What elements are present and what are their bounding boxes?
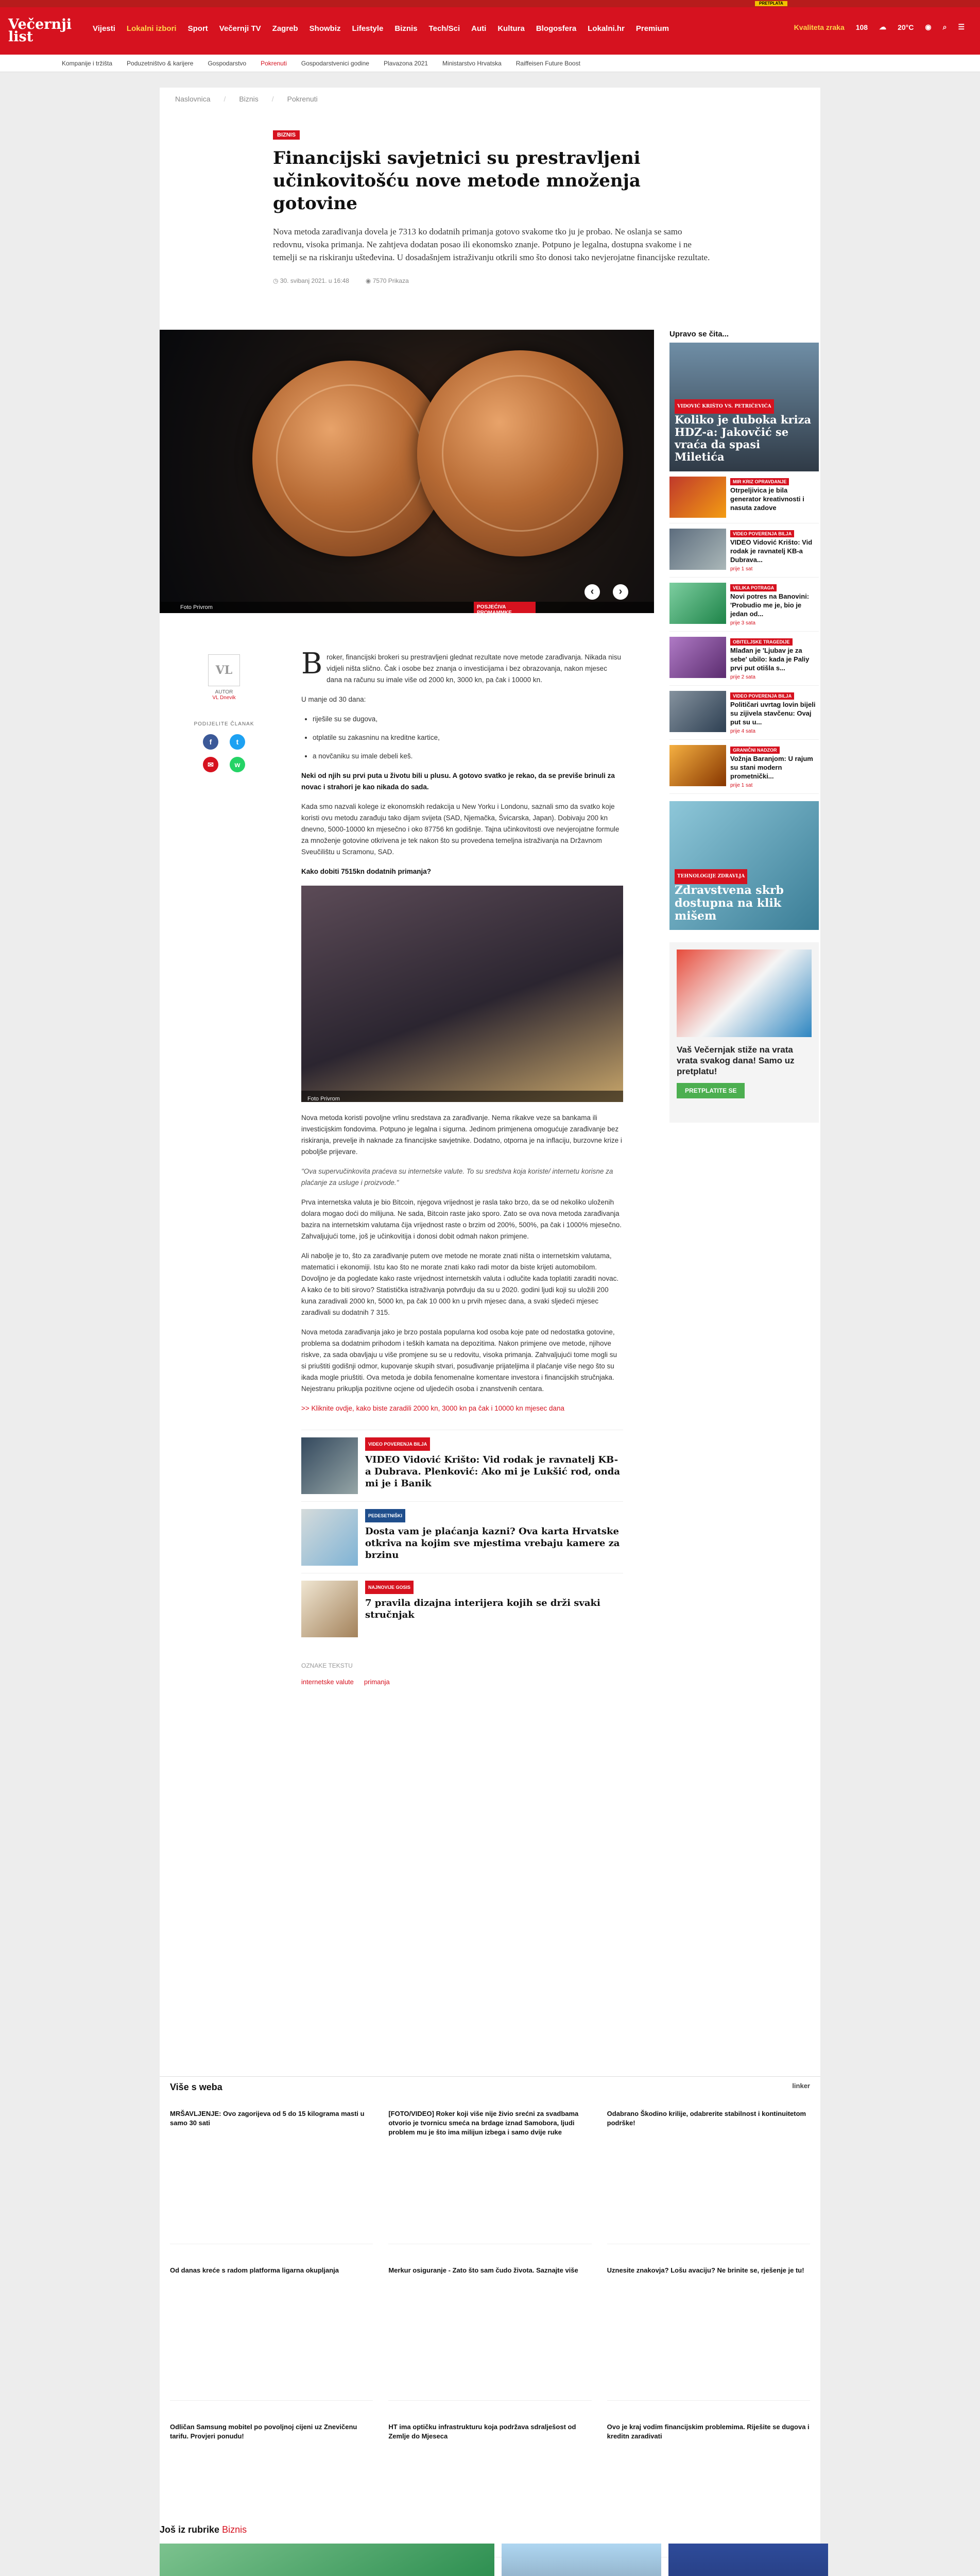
nav-item[interactable]: Kultura — [497, 24, 525, 33]
nav-right — [794, 23, 965, 31]
related-item[interactable] — [301, 1430, 623, 1501]
article-paragraph: Ali nabolje je to, što za zarađivanje putem ove metode ne morate znati ništa o internetskim valutama, matematici i ekonomiji. Istu kao što ne morate znati kako radi motor da biste krijeti automobilom. Dovoljno je da pogledate kako raste vrijednost internetskih valuta i odlučite kada toplatiti zaraditi novac. A kako će to biti sirovo? Statistička istraživanja potvrđuju da su u 2020. godini ljudi koji su uložili 200 kuna zaradivali 2000 kn, 5000 kn, pa čak 10 000 kn u prvih mjesec dana, a svaki sljedeći mjesec zarađivali su dodatnih 7 315. — [301, 1252, 619, 1316]
user-icon[interactable]: ◉ — [925, 23, 932, 31]
hero-ad-label[interactable]: POSJEĆIVA PROMAMMKE — [474, 602, 536, 613]
nav-item[interactable]: Blogosfera — [536, 24, 577, 33]
web-card[interactable] — [170, 2262, 373, 2401]
more-grid — [160, 2544, 820, 2576]
sidebar-thumbnail — [669, 529, 726, 570]
subnav-item[interactable]: Ministarstvo Hrvatska — [442, 60, 502, 67]
article-paragraph: Prva internetska valuta je bio Bitcoin, njegova vrijednost je rasla tako brzo, da se od nekoliko uloženih dolara mogao doći do milijuna. Ne sada, Bitcoin raste jako sporo. Zato se ova nova metoda zarađivanja bazira na internetskim valutama čija vrijednost raste o brzim od 200%, 500%, pa čak i 1000% mjesečno. Zahvaljujući tome, još je učinkovitija i donosi dobit odmah nakon primjene. — [301, 1198, 622, 1240]
hero-image — [160, 330, 654, 616]
view-count: 7570 Prikaza — [372, 277, 409, 284]
sidebar-item-title: Otrpeljivica je bila generator kreativnosti i nasuta zadove — [730, 486, 804, 512]
nav-item[interactable]: Biznis — [394, 24, 418, 33]
weather-icon: ☁ — [879, 23, 887, 31]
sidebar-item-title: Mlađan je 'Ljubav je za sebe' ubilo: kada je Paliy prvi put otišla s... — [730, 647, 810, 672]
article-meta — [273, 277, 711, 284]
sidebar-item-time: prije 2 sata — [730, 674, 755, 680]
related-category: VIDEO POVERENJA BILJA — [365, 1437, 430, 1451]
more-from-section — [160, 2524, 820, 2576]
breadcrumb-item[interactable]: Biznis — [239, 95, 259, 103]
web-card[interactable] — [388, 2262, 591, 2401]
web-grid — [160, 2105, 820, 2557]
related-item[interactable] — [301, 1501, 623, 1573]
logo-line-1: Večernji — [8, 16, 72, 32]
nav-item[interactable]: Sport — [187, 24, 208, 33]
newspapers-image — [677, 950, 812, 1037]
article-cta-link[interactable]: >> Kliknite ovdje, kako biste zaradili 2000 kn, 3000 kn pa čak i 10000 kn mjesec dana — [301, 1404, 565, 1412]
web-card-title: HT ima optičku infrastrukturu koja podržava sdralješost od Zemlje do Mjeseca — [388, 2423, 576, 2440]
article-title: Financijski savjetnici su prestravljeni učinkovitošću nove metode množenja gotovine — [273, 148, 641, 214]
share-label: PODIJELITE ČLANAK — [194, 721, 254, 727]
twitter-icon[interactable]: t — [230, 734, 245, 750]
sidebar-item-title: VIDEO Vidović Krišto: Vid rodak je ravnatelj KB-a Dubrava... — [730, 538, 813, 564]
subnav-item[interactable]: Gospodarstvenici godine — [301, 60, 369, 67]
menu-icon[interactable]: ☰ — [958, 23, 965, 31]
search-icon[interactable]: ⌕ — [942, 23, 947, 31]
article-container — [160, 88, 820, 2576]
web-card[interactable] — [607, 2262, 810, 2401]
section-badge[interactable]: BIZNIS — [273, 130, 300, 140]
nav-item[interactable]: Lifestyle — [352, 24, 384, 33]
nav-item[interactable]: Vijesti — [93, 24, 115, 33]
nav-item[interactable]: Premium — [635, 24, 669, 33]
more-item-image — [502, 2544, 661, 2576]
article-body — [301, 647, 623, 1688]
related-thumbnail — [301, 1437, 358, 1494]
sidebar-item-category: OBITELJSKE TRAGEDIJE — [730, 638, 793, 646]
facebook-icon[interactable]: f — [203, 734, 218, 750]
subnav-item[interactable]: Kompanije i tržišta — [62, 60, 113, 67]
sidebar-item-title: Novi potres na Banovini: 'Probudio me je, bio je jedan od... — [730, 592, 810, 618]
breadcrumb-item[interactable]: Pokrenuti — [287, 95, 318, 103]
web-card-title: Od danas kreće s radom platforma ligarna okupljanja — [170, 2266, 339, 2274]
breadcrumb — [175, 95, 318, 103]
web-source[interactable]: linker — [792, 2082, 810, 2090]
related-thumbnail — [301, 1581, 358, 1637]
article-paragraph: Neki od njih su prvi puta u životu bili u plusu. A gotovo svatko je rekao, da se previše brinuli za novac i strahori je kao nikada do sada. — [301, 772, 615, 791]
author-avatar: VL — [208, 654, 240, 686]
web-header — [160, 2076, 820, 2093]
sidebar-bottom-story[interactable] — [669, 801, 819, 930]
more-from-web — [160, 2076, 820, 2557]
article-paragraph: Kada smo nazvali kolege iz ekonomskih redakcija u New Yorku i Londonu, saznali smo da svatko koje koristi ovu metodu zarađuju tako dijam svijeta (SAD, Njemačka, Švicarska, Japan). Dobivaju 200 kn dnevno, 5000-10000 kn mjesečno i oko 87756 kn godišnje. Tajna učinkovitosti ove nevjerojatne formule za množenje gotovine otkrivena je tek nakon što su provedena temeljna istraživanja na Državnom Sveučilištu u Scramonu, SAD. — [301, 803, 620, 856]
sidebar-title: Upravo se čita... — [669, 330, 729, 338]
article-list — [313, 714, 623, 762]
prev-arrow-icon[interactable]: ‹ — [584, 584, 600, 600]
web-card-title: [FOTO/VIDEO] Roker koji više nije živio srećni za svadbama otvorio je tvornicu smeća na brdage iznad Samobora, ljudi problem mu je što ima milijun izbega i samo dvije ruke — [388, 2110, 579, 2136]
article-image — [301, 886, 623, 1102]
sidebar-item[interactable] — [669, 578, 819, 632]
clock-icon: ◷ 30. svibanj 2021. u 16:48 — [273, 277, 349, 284]
sidebar-item-category: GRANIČNI NADZOR — [730, 747, 780, 754]
article-paragraph — [301, 647, 623, 686]
related-thumbnail — [301, 1509, 358, 1566]
top-strip — [0, 0, 980, 7]
nav-item[interactable]: Tech/Sci — [428, 24, 460, 33]
next-arrow-icon[interactable]: › — [613, 584, 628, 600]
sidebar-item-title: Političari uvrtag lovin bijeli su zijivela stavčenu: Ovaj put su u... — [730, 701, 816, 726]
web-title: Više s weba — [170, 2082, 222, 2092]
subnav-item[interactable]: Plavazona 2021 — [383, 60, 428, 67]
sidebar-top-story[interactable] — [669, 343, 819, 471]
sub-nav — [0, 55, 980, 72]
logo-line-2: list — [8, 29, 33, 45]
tag-list — [301, 1676, 623, 1688]
web-card-title: MRŠAVLJENJE: Ovo zagorijeva od 5 do 15 kilograma masti u samo 30 sati — [170, 2110, 365, 2127]
breadcrumb-separator: / — [271, 95, 274, 103]
list-item: • a novčaniku su imale debeli keš. — [313, 751, 623, 762]
sidebar-thumbnail — [669, 691, 726, 732]
breadcrumb-separator: / — [223, 95, 226, 103]
subnav-item[interactable]: Poduzetništvo & karijere — [127, 60, 194, 67]
sidebar-item[interactable] — [669, 523, 819, 578]
sidebar-item-time: prije 4 sata — [730, 728, 755, 734]
nav-item[interactable]: Večernji TV — [219, 24, 261, 33]
more-item-image — [668, 2544, 828, 2576]
nav-item[interactable]: Zagreb — [272, 24, 298, 33]
article-date: 30. svibanj 2021. u 16:48 — [280, 277, 349, 284]
whatsapp-icon[interactable]: w — [230, 757, 245, 772]
article-header — [273, 130, 711, 284]
tags-label: OZNAKE TEKSTU — [301, 1662, 353, 1669]
sidebar-item-category: VELIKA POTRAGA — [730, 584, 777, 591]
article-lead: Nova metoda zarađivanja dovela je 7313 ko dodatnih primanja gotovo svakome tko ju je probao. Ne oslanja se samo redovnu, visoka primanja. Ne zahtjeva dodatan posao ili ekonomsko znanje. Potpuno je legalna, dostupna svakome i ne temelji se na riskiranju ušteđevina. U dosadašnjem istraživanju otkrili smo što donosi tako nevjerojatne financijske rezultate. — [273, 227, 710, 262]
sidebar-item[interactable] — [669, 632, 819, 686]
more-item[interactable] — [668, 2544, 828, 2576]
sidebar-item-category: MIR KRIZ OPRAVDANJE — [730, 478, 789, 485]
nav-item[interactable]: Auti — [471, 24, 487, 33]
article-subheading: Kako dobiti 7515kn dodatnih primanja? — [301, 868, 432, 875]
subnav-item-active[interactable]: Pokrenuti — [261, 60, 287, 67]
web-card-title: Odabrano Škodino krilije, odabrerite stabilnost i kontinuitetom podrške! — [607, 2110, 806, 2127]
web-card-title: Odličan Samsung mobitel po povoljnoj cijeni uz Znevičenu tarifu. Provjeri ponudu! — [170, 2423, 357, 2440]
article-quote: "Ova supervučinkovita praćeva su internetske valute. To su sredstva koja koriste/ internetu korisne za plaćanje za usluge i proizvode." — [301, 1167, 613, 1187]
related-category: NAJNOVIJE GOSIS — [365, 1581, 414, 1594]
more-item[interactable] — [502, 2544, 661, 2576]
more-header — [160, 2524, 820, 2535]
subscribe-pill[interactable]: PRETPLATA — [755, 1, 787, 6]
eye-icon: ◉ 7570 Prikaza — [365, 277, 409, 284]
ripple-coin-image — [417, 350, 623, 556]
web-card[interactable] — [607, 2105, 810, 2244]
hero-caption: Foto Privrom — [160, 602, 654, 613]
list-item: • otplatile su zakasninu na kreditne kartice, — [313, 732, 623, 743]
tag-link[interactable]: primanja — [364, 1678, 390, 1686]
tag-link[interactable]: internetske valute — [301, 1678, 354, 1686]
more-label: Još iz rubrike — [160, 2524, 220, 2535]
sidebar-item[interactable] — [669, 471, 819, 523]
related-title: 7 pravila dizajna interijera kojih se drži svaki stručnjak — [365, 1598, 600, 1620]
sidebar-item-time: prije 3 sata — [730, 620, 755, 626]
related-title: Dosta vam je plaćanja kazni? Ova karta Hrvatske otkriva na kojim sve mjestima vrebaju kamere za brzinu — [365, 1526, 620, 1561]
list-item: • riješile su se dugova, — [313, 714, 623, 725]
more-big-story[interactable] — [160, 2544, 494, 2576]
temperature: 20°C — [898, 23, 914, 31]
main-nav — [0, 7, 980, 55]
subscription-promo — [669, 942, 819, 1123]
sidebar-thumbnail — [669, 583, 726, 624]
breadcrumb-item[interactable]: Naslovnica — [175, 95, 211, 103]
article-image-caption: Foto Privrom — [301, 1091, 623, 1102]
related-articles — [301, 1430, 623, 1645]
author-label: AUTOR — [215, 689, 233, 695]
nav-items — [93, 24, 669, 33]
nav-item[interactable]: Showbiz — [309, 24, 341, 33]
air-quality-label[interactable]: Kvaliteta zraka — [794, 23, 845, 31]
air-quality-value: 108 — [855, 23, 868, 31]
paragraph-text: roker, financijski brokeri su prestravljeni glednat rezultate nove metode zarađivanja. Nikada nisu vidjeli ništa slično. Čak i osobe bez znanja o investicijama i bez obrazovanja, nakon mjesec dana na računu su imale više od 2000 kn, 3000 kn, pa čak i 10000 kn. — [326, 653, 621, 684]
sidebar-top-title: Koliko je duboka kriza HDZ-a: Jakovčić se vraća da spasi Miletića — [675, 413, 812, 463]
subnav-item[interactable]: Raiffeisen Future Boost — [515, 60, 580, 67]
subscribe-button[interactable]: PRETPLATITE SE — [677, 1083, 745, 1098]
sidebar-item-category: VIDEO POVERENJA BILJA — [730, 692, 794, 700]
nav-item[interactable]: Lokalni izbori — [126, 24, 177, 33]
sidebar-item[interactable] — [669, 686, 819, 740]
web-card-title: Uznesite znakovja? Lošu avaciju? Ne brinite se, rješenje je tu! — [607, 2266, 804, 2274]
web-card-title: Ovo je kraj vodim financijskim problemima. Riješite se dugova i kreditn zaradivati — [607, 2423, 810, 2440]
promo-text: Vaš Večernjak stiže na vrata vrata svakog dana! Samo uz pretplatu! — [677, 1045, 795, 1076]
share-buttons — [185, 734, 263, 772]
sidebar-top-category: VIDOVIĆ KRIŠTO VS. PETRIČEVIĆA — [675, 399, 774, 414]
more-section-link[interactable]: Biznis — [222, 2524, 247, 2535]
sidebar-thumbnail — [669, 477, 726, 518]
email-icon[interactable]: ✉ — [203, 757, 218, 772]
article-paragraph: Nova metoda koristi povoljne vrlinu sredstava za zarađivanje. Nema rikakve veze sa bankama ili investicijskim fondovima. Potpuno je legalna i sigurna. Jedinom primjenena omogućuje zarađivanje bez riskiranja, prevelje ih naknade za financijske savjetnike. Dodatno, otporna je na inflaciju, burzovne krize i poboljše prijevare. — [301, 1114, 622, 1156]
related-category: PEDESETNIŠKI — [365, 1509, 405, 1522]
related-item[interactable] — [301, 1573, 623, 1645]
article-paragraph: Nova metoda zarađivanja jako je brzo postala popularna kod osoba koje pate od nedostatka gotovine, problema sa dodatnim prihodom i teških kamata na depozitima. Nakon primjene ove metode, njihove riskve, za sada obavljaju u više promjene su se u redovitu, visoka primanja. Zahvaljujući tome mogli su si priuštiti godišnji odmor, kupovanje skupih stvari, posuđivanje prijateljima il plaćanje više nego što su ikada mogle priuštiti. Ova metoda je dobila fenomenalne komentare investora i financijskih stručnjaka. Nejestranu prikuplja pozitivne ocjene od uljedećih osoba i znanstvenih centara. — [301, 1328, 617, 1393]
sidebar-item-title: Vožnja Baranjom: U rajum su stani modern prometnički... — [730, 755, 813, 780]
web-card[interactable] — [388, 2105, 591, 2244]
sidebar-item[interactable] — [669, 740, 819, 794]
subnav-item[interactable]: Gospodarstvo — [208, 60, 247, 67]
sidebar-bottom-title: Zdravstvena skrb dostupna na klik mišem — [675, 884, 784, 923]
site-logo[interactable] — [8, 16, 72, 45]
sidebar-thumbnail — [669, 637, 726, 678]
article-paragraph: U manje od 30 dana: — [301, 696, 366, 703]
author-name[interactable]: VL Dnevik — [212, 695, 236, 701]
nav-item[interactable]: Lokalni.hr — [588, 24, 625, 33]
web-card-title: Merkur osiguranje - Zato što sam čudo života. Saznajte više — [388, 2266, 578, 2274]
related-title: VIDEO Vidović Krišto: Vid rodak je ravnatelj KB-a Dubrava. Plenković: Ako mi je Lukšić rod, onda mi je i Banik — [365, 1454, 621, 1489]
web-card[interactable] — [170, 2105, 373, 2244]
drop-cap: B — [301, 647, 323, 681]
sidebar-thumbnail — [669, 745, 726, 786]
sidebar-bottom-category: TEHNOLOGIJE ZDRAVLJA — [675, 869, 747, 884]
sidebar — [669, 330, 819, 1123]
sidebar-item-time: prije 1 sat — [730, 566, 753, 572]
author-share-column — [185, 654, 263, 772]
sidebar-item-time: prije 1 sat — [730, 783, 753, 788]
sidebar-item-category: VIDEO POVERENJA BILJA — [730, 530, 794, 537]
